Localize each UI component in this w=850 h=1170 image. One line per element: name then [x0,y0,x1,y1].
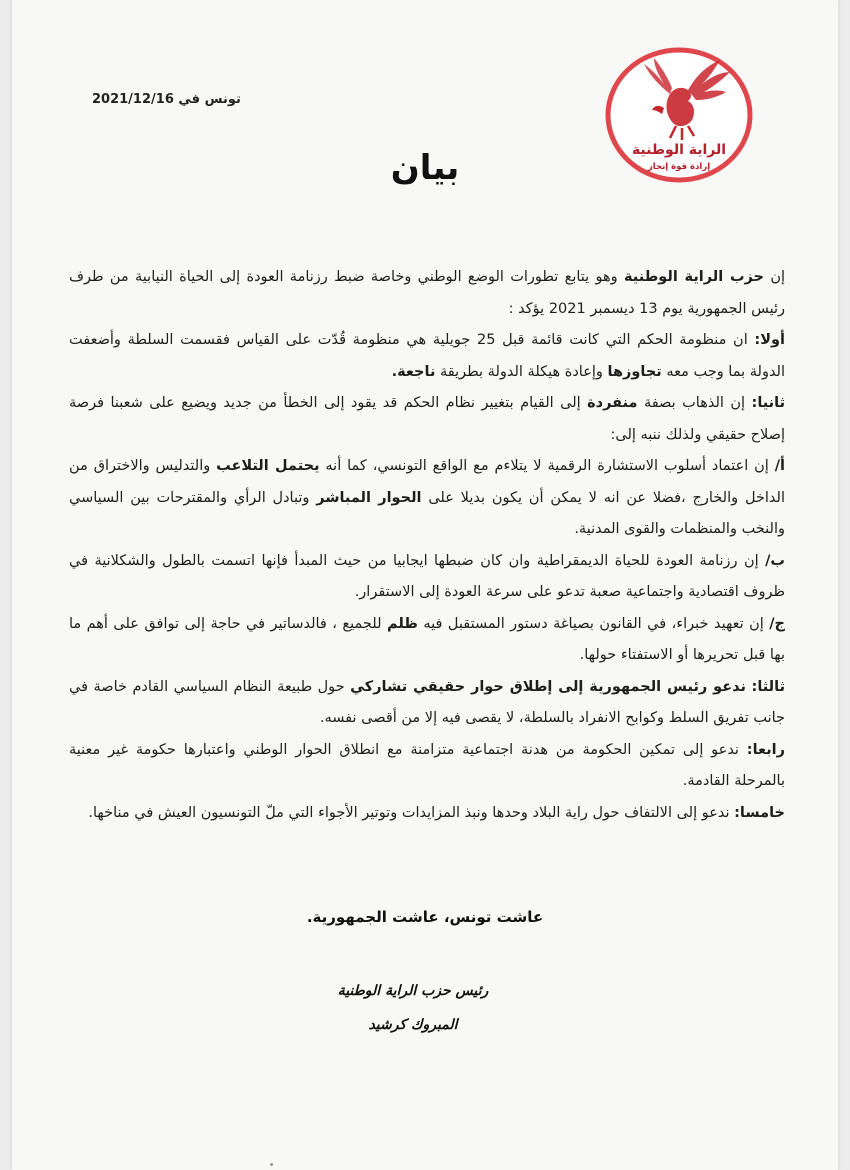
text-run: والتدليس والاختراق من الداخل والخارج ،فضلا عن انه لا يمكن أن يكون بديلا على [69,458,785,506]
signature-role: رئيس حزب الراية الوطنية [337,983,489,999]
bold-text-run: ثانيا: [751,395,786,411]
text-run: إن تعهيد خبراء، في القانون بصياغة دستور المستقبل فيه [417,615,770,632]
text-run: وتبادل الرأي والمقترحات بين السياسي والنخب والمنظمات والقوى المدنية. [69,489,785,537]
bold-text-run: منفردة [587,395,638,411]
signature-block [12,974,838,1042]
scan-speck [270,1163,273,1166]
bold-text-run: خامسا: [734,804,785,821]
bold-text-run: تجاوزها [607,363,662,380]
bold-text-run: حزب الراية الوطنية [624,269,764,285]
statement-paragraph [69,388,785,451]
text-run: إن الذهاب بصفة [637,395,752,411]
signature-name: المبروك كرشيد [368,1017,458,1033]
text-run: وهو يتابع تطورات الوضع الوطني وخاصة ضبط رزنامة العودة إلى الحياة النيابية من طرف رئيس الجمهورية يوم 13 ديسمبر 2021 يؤكد : [69,269,785,317]
statement-paragraph [69,451,785,546]
statement-paragraph [69,735,785,798]
text-run: وإعادة هيكلة الدولة بطريقة [435,363,608,380]
bold-text-run: أولا: [754,332,786,348]
statement-paragraph [69,546,785,609]
date-line: تونس في 2021/12/16 [92,92,241,107]
text-run: للجميع ، فالدساتير في حاجة إلى توافق على أهم ما بها قبل تحريرها أو الاستفتاء حولها. [69,615,785,663]
text-run: ندعو إلى الالتفاف حول راية البلاد وحدها ونبذ المزايدات وتوتير الأجواء التي ملّ التونسيون العيش في مناخها. [88,804,735,821]
bold-text-run: الحوار المباشر [316,489,422,506]
bold-text-run: ب/ [765,552,785,569]
text-run: ان منظومة الحكم التي كانت قائمة قبل 25 جويلية هي منظومة قُدّت على القياس فقسمت السلطة وأضعفت الدولة بما وجب معه [69,332,785,380]
text-run: إلى القيام بتغيير نظام الحكم قد يقود إلى الخطأ من جديد ويضيع على شعبنا فرصة إصلاح حقيقي ولذلك ننبه إلى: [69,395,785,443]
bold-text-run: ثالثا: [751,678,786,695]
bold-text-run: رابعا: [746,741,785,758]
text-run: إن رزنامة العودة للحياة الديمقراطية وان كان ضبطها ايجابيا من حيث المبدأ فإنها اتسمت بالطول والشكلانية في ظروف اقتصادية واجتماعية صعبة تدعو على سرعة العودة إلى الاستقرار. [69,552,785,600]
statement-paragraph [69,798,785,830]
statement-body [69,262,785,829]
statement-paragraph [69,609,785,672]
statement-paragraph [69,262,785,325]
page-title: بيان [390,148,460,188]
bold-text-run: يحتمل التلاعب [216,458,320,474]
bold-text-run: ج/ [769,615,785,632]
text-run: حول طبيعة النظام السياسي القادم خاصة في جانب تفريق السلط وكوابح الانفراد بالسلطة، لا يقصى فيه إلا من أقصى نفسه. [69,678,785,726]
text-run: إن [764,269,785,285]
logo-party-name: الراية الوطنية [631,142,727,158]
bold-text-run: ظلم [386,615,418,632]
logo-slogan: إرادة قوة إنجاز [647,162,711,172]
closing-line: عاشت تونس، عاشت الجمهورية. [306,908,544,926]
bold-text-run: أ/ [774,458,785,474]
statement-paragraph [69,325,785,388]
text-run: ندعو إلى تمكين الحكومة من هدنة اجتماعية متزامنة مع انطلاق الحوار الوطني واعتبارها حكومة غير معنية بالمرحلة القادمة. [69,741,785,789]
text-run: إن اعتماد أسلوب الاستشارة الرقمية لا يتلاءم مع الواقع التونسي، كما أنه [319,458,775,474]
statement-paragraph [69,672,785,735]
bold-text-run: ندعو رئيس الجمهورية إلى إطلاق حوار حقيقي تشاركي [350,678,747,695]
document-page [12,0,838,1170]
bold-text-run: ناجعة. [391,363,436,380]
